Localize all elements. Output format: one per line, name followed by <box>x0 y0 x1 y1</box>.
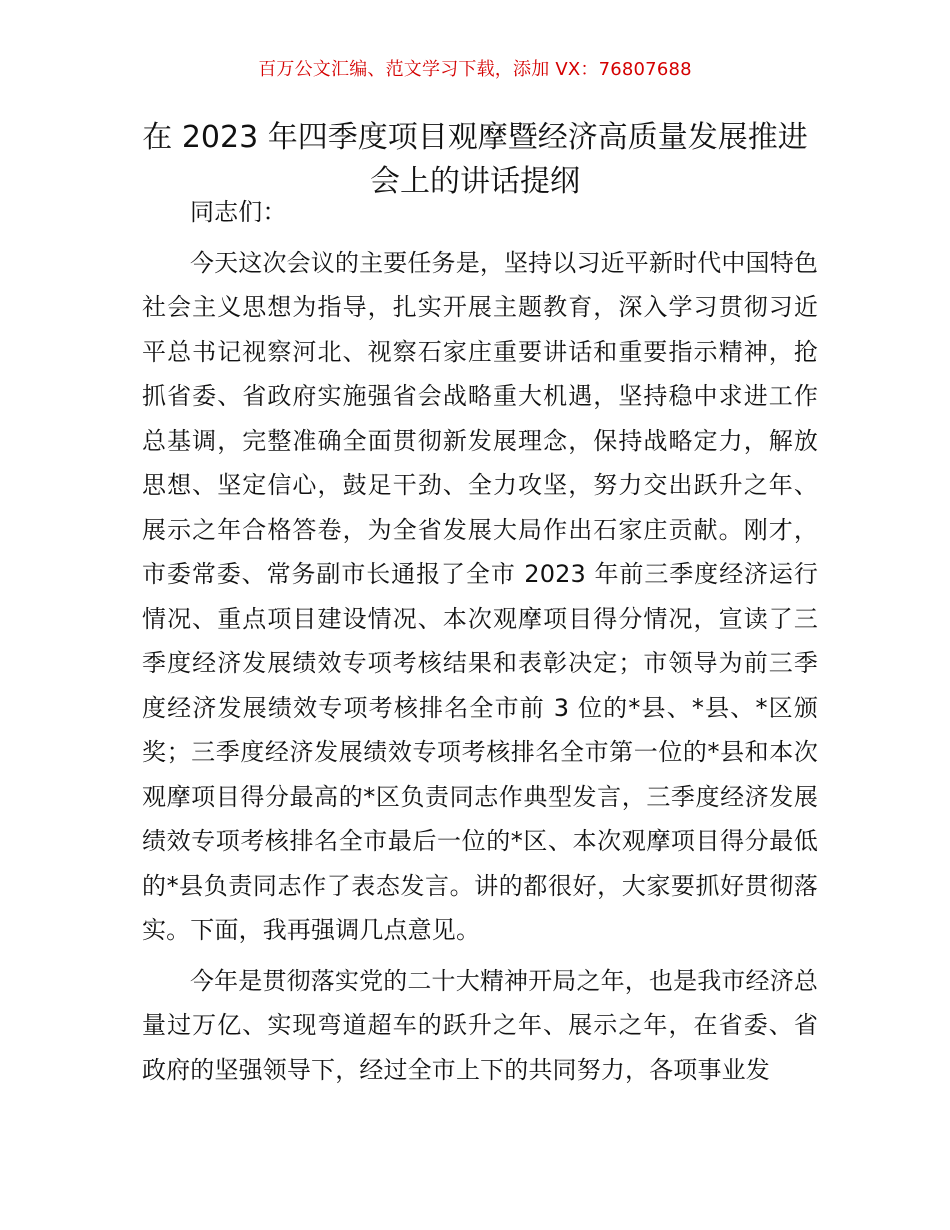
header-note: 百万公文汇编、范文学习下载，添加 VX：76807688 <box>258 59 692 80</box>
page-title: 在 2023 年四季度项目观摩暨经济高质量发展推进会上的讲话提纲 <box>142 120 808 199</box>
paragraph-1: 今天这次会议的主要任务是，坚持以习近平新时代中国特色社会主义思想为指导，扎实开展主题教育，深入学习贯彻习近平总书记视察河北、视察石家庄重要讲话和重要指示精神，抢抓省委、省政府实施强省会战略重大机遇，坚持稳中求进工作总基调，完整准确全面贯彻新发展理念，保持战略定力，解放思想、坚定信心，鼓足干劲、全力攻坚，努力交出跃升之年、展示之年合格答卷，为全省发展大局作出石家庄贡献。刚才，市委常委、常务副市长通报了全市 2023 年前三季度经济运行情况、重点项目建设情况、本次观摩项目得分情况，宣读了三季度经济发展绩效专项考核结果和表彰决定；市领导为前三季度经济发展绩效专项考核排名全市前 3 位的*县、*县、*区颁奖；三季度经济发展绩效专项考核排名全市第一位的*县和本次观摩项目得分最高的*区负责同志作典型发言，三季度经济发展绩效专项考核排名全市最后一位的*区、本次观摩项目得分最低的*县负责同志作了表态发言。讲的都很好，大家要抓好贯彻落实。下面，我再强调几点意见。 <box>142 248 818 944</box>
paragraph-2: 今年是贯彻落实党的二十大精神开局之年，也是我市经济总量过万亿、实现弯道超车的跃升之年、展示之年，在省委、省政府的坚强领导下，经过全市上下的共同努力，各项事业发 <box>142 966 818 1084</box>
speech-body <box>142 190 818 1092</box>
salutation: 同志们： <box>190 198 287 226</box>
